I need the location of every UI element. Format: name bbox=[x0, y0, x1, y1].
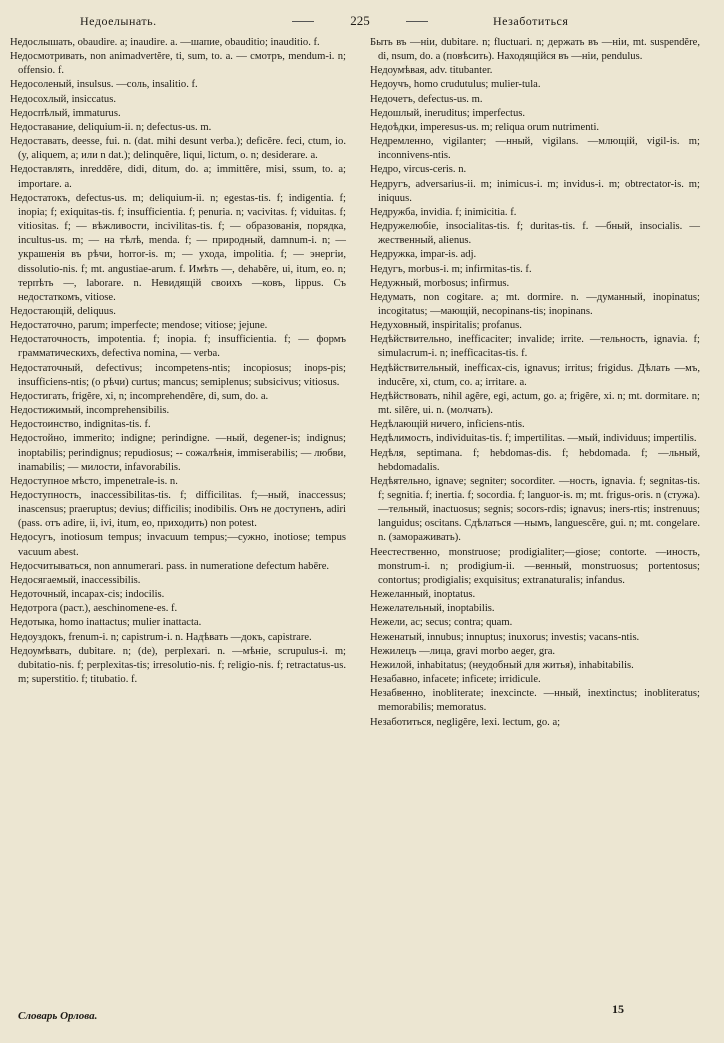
dictionary-entry: Недостатокъ, defectus-us. m; deliquium-ii. n; egestas-tis. f; indigentia. f; inopia; f; exiquitas-tis. f; insufficientia. f; penuria. n; vacivitas. f; viduitas. f; vitiositas. f; — вѣжливости, incivilitas-tis. f; — образованія, порядка, incultus-us. m; — на тѣлѣ, menda. f; — природный, damnum-i. n; — украшенія въ рѣчи, horror-is. m; — ухода, impolitia. f; — энергіи, dissolutio-nis. f; mt. angustiae-arum. f. Имѣть —, dehabĕre, ui, itum, eo. n; терпѣть —, laborare. n. Невидящій своихъ —ковъ, lippus. Съ недостаткомъ, vitiose. bbox=[10, 192, 346, 303]
page-number: 225 bbox=[300, 10, 420, 32]
right-column bbox=[370, 36, 700, 730]
dictionary-entry: Недугъ, morbus-i. m; infirmitas-tis. f. bbox=[370, 263, 532, 275]
dictionary-entry: Недостаточность, impotentia. f; inopia. f; insufficientia. f; — формъ грамматическихъ, defectiva nomina, — verba. bbox=[10, 334, 346, 360]
dictionary-entry: Недуховный, inspiritalis; profanus. bbox=[370, 320, 522, 332]
dictionary-entry: Недосчитываться, non annumerari. pass. in numeratione defectum habēre. bbox=[10, 560, 330, 572]
dictionary-entry: Недоуздокъ, frenum-i. n; capistrum-i. n. Надѣвать —докъ, capistrare. bbox=[10, 631, 312, 643]
dictionary-entry: Недосягаемый, inaccessibilis. bbox=[10, 574, 141, 586]
dictionary-entry: Недремленно, vigilanter; —нный, vigilans. —млющій, vigil-is. m; inconnivens-ntis. bbox=[370, 136, 700, 162]
dictionary-entry: Недостоинство, indignitas-tis. f. bbox=[10, 419, 151, 431]
dictionary-entry: Быть въ —ніи, dubitare. n; fluctuari. n; держать въ —ніи, mt. suspendĕre, di, nsum, do. a (повѣсить). Находящійся въ —ніи, pendulus. bbox=[370, 37, 700, 63]
dictionary-entry: Недостойно, immerito; indigne; perindigne. —ный, degener-is; indignus; inoptabilis; perindignus; repudiosus; -- сожалѣнія, immiserabilis; — любви, inamabilis; — милости, infavorabilis. bbox=[10, 433, 346, 473]
dictionary-entry: Недослышать, obaudire. a; inaudire. a. —шапие, obauditio; inauditio. f. bbox=[10, 37, 320, 48]
dictionary-entry: Недосоленый, insulsus. —соль, insalitio. f. bbox=[10, 79, 198, 91]
dictionary-entry: Недоточный, incapax-cis; indocilis. bbox=[10, 589, 165, 601]
dictionary-entry: Недружелюбіе, insocialitas-tis. f; duritas-tis. f. —бный, insocialis. —жественный, alienus. bbox=[370, 221, 700, 247]
dictionary-entry: Недружка, impar-is. adj. bbox=[370, 249, 477, 261]
dictionary-entry: Незабавно, infacete; inficete; irridicule. bbox=[370, 674, 541, 686]
dictionary-entry: Недоставать, deesse, fui. n. (dat. mihi desunt verba.); deficĕre. feci, ctum, io. (y, aliquem, a; или n dat.); delinquĕre, liqui, lictum, o. n; desiderare. a. bbox=[10, 136, 346, 162]
left-column bbox=[10, 36, 346, 687]
dictionary-entry: Недругъ, adversarius-ii. m; inimicus-i. m; invidus-i. m; obtrectator-is. m; iniquus. bbox=[370, 178, 700, 204]
dictionary-entry: Недотыка, homo inattactus; mulier inattacta. bbox=[10, 617, 202, 629]
dictionary-entry: Недостигать, frigĕre, xi, n; incomprehendĕre, di, sum, do. a. bbox=[10, 390, 269, 402]
dictionary-entry: Недошлый, ineruditus; imperfectus. bbox=[370, 107, 526, 119]
dictionary-entry: Недостаточно, parum; imperfecte; mendose; vitiose; jejune. bbox=[10, 320, 268, 332]
dictionary-entry: Недоспѣлый, immaturus. bbox=[10, 107, 121, 119]
dictionary-entry: Недѣйствовать, nihil agĕre, egi, actum, go. a; frigĕre, xi. n; mt. dormitare. n; mt. silĕre, ui. n. (молчать). bbox=[370, 390, 700, 417]
dictionary-entry: Недочетъ, defectus-us. m. bbox=[370, 93, 483, 105]
dictionary-entry: Недоступность, inaccessibilitas-tis. f; difficilitas. f;—ный, inaccessus; inascensus; praeruptus; devius; difficilis; inodibilis. Онъ не доступенъ, adiri (pass. отъ adire, ii, ivi, itum, eo, приходить) non potest. bbox=[10, 490, 346, 530]
dictionary-entry: Недѣйствительно, inefficaciter; invalide; irrite. —тельность, ignavia. f; simulacrum-i. n; inefficacitas-tis. f. bbox=[370, 334, 700, 360]
dictionary-entry: Недоумѣвать, dubitare. n; (de), perplexari. n. —мѣніе, scrupulus-i. m; dubitatio-nis. f; perplexitas-tis; irresolutio-nis. f; religio-nis. f; retractatus-us. m; superstitio. f; titubatio. f. bbox=[10, 645, 346, 686]
dictionary-entry: Недосохлый, insiccatus. bbox=[10, 93, 116, 105]
dictionary-entry: Недосугъ, inotiosum tempus; invacuum tempus;—сужно, inotiose; tempus vacuum abest. bbox=[10, 532, 346, 558]
dictionary-entry: Незаботиться, negligĕre, lexi. lectum, go. a; bbox=[370, 716, 561, 728]
dictionary-entry: Недосмотривать, non animadvertĕre, ti, sum, to. a. — смотръ, mendum-i. n; offensio. f. bbox=[10, 51, 346, 77]
dictionary-entry: Нежели, ac; secus; contra; quam. bbox=[370, 617, 513, 629]
dictionary-entry: Нежилой, inhabitatus; (неудобный для житья), inhabitabilis. bbox=[370, 659, 634, 671]
dictionary-entry: Незабвенно, inobliterate; inexcincte. —нный, inextinctus; inobliteratus; memorabilis; memoratus. bbox=[370, 688, 700, 714]
dictionary-entry: Нежилецъ —лица, gravi morbo aeger, gra. bbox=[370, 645, 556, 657]
dictionary-entry: Недружба, invidia. f; inimicitia. f. bbox=[370, 206, 517, 218]
dictionary-entry: Недостающій, deliquus. bbox=[10, 305, 116, 317]
dictionary-entry: Нежелательный, inoptabilis. bbox=[370, 603, 495, 615]
dictionary-entry: Недоступное мѣсто, impenetrale-is. n. bbox=[10, 475, 178, 487]
dictionary-entry: Недужный, morbosus; infirmus. bbox=[370, 277, 510, 289]
dictionary-entry: Недостаточный, defectivus; incompetens-ntis; incopiosus; inops-pis; insufficiens-ntis; (о рѣчи) curtus; mancus; semiplenus; subsicivus; vitiosus. bbox=[10, 362, 346, 388]
dictionary-entry: Недѣля, septimana. f; hebdomas-dis. f; hebdomada. f; —льный, hebdomadalis. bbox=[370, 447, 700, 473]
running-head-left: Недоелынать. bbox=[80, 14, 157, 28]
dictionary-entry: Недѣйствительный, inefficax-cis, ignavus; irritus; frigidus. Дѣлать —мъ, inducĕre, xi, ctum, co. a; irritare. a. bbox=[370, 362, 700, 388]
signature-footer: Словарь Орлова. bbox=[18, 1010, 98, 1022]
dictionary-entry: Неестественно, monstruose; prodigialiter;—giose; contorte. —иность, monstrum-i. n; prodigium-ii. —венный, monstruosus; portentosus; contortus; prodigialis; exquisitus; extranaturalis; infandus. bbox=[370, 546, 700, 586]
dictionary-entry: Неженатый, innubus; innuptus; inuxorus; investis; vacans-ntis. bbox=[370, 631, 640, 643]
dictionary-entry: Недѣлающій ничего, inficiens-ntis. bbox=[370, 419, 525, 431]
running-head-right: Незаботиться bbox=[493, 14, 569, 28]
dictionary-entry: Недоумѣвая, adv. titubanter. bbox=[370, 65, 493, 77]
sheet-number: 15 bbox=[612, 1002, 624, 1016]
dictionary-entry: Недро, vircus-ceris. n. bbox=[370, 164, 467, 176]
dictionary-entry: Недоѣдки, imperesus-us. m; reliqua orum nutrimenti. bbox=[370, 121, 600, 133]
dictionary-entry: Недоставлять, inreddĕre, didi, ditum, do. a; immittĕre, misi, ssum, to. a; importare. a. bbox=[10, 164, 346, 190]
dictionary-entry: Недотрога (раст.), aeschinomene-es. f. bbox=[10, 603, 178, 615]
dictionary-entry: Недѣятельно, ignave; segniter; socorditer. —ность, ignavia. f; segnitas-tis. f; segnitia. f; inertia. f; socordia. f; languor-is. m; mt. frigus-oris. n (стужа). —тельный, inactuosus; segnis; socors-rdis; ignavus; iners-rtis; instrenuus; languidus; oscitans. Сдѣлаться —нымъ, languescĕre, gui. n; mt. congelare. n. (замораживать). bbox=[370, 475, 700, 544]
dictionary-entry: Недоучъ, homo crudutulus; mulier-tula. bbox=[370, 79, 541, 91]
dictionary-entry: Недоставание, deliquium-ii. n; defectus-us. m. bbox=[10, 121, 212, 133]
dictionary-entry: Нежеланный, inoptatus. bbox=[370, 589, 476, 601]
dictionary-entry: Недумать, non cogitare. a; mt. dormire. n. —думанный, inopinatus; incogitatus; —мающій, necopinans-tis; inopinans. bbox=[370, 291, 700, 317]
dictionary-entry: Недѣлимость, individuitas-tis. f; impertilitas. —мый, individuus; impertilis. bbox=[370, 433, 697, 445]
dictionary-entry: Недостижимый, incomprehensibilis. bbox=[10, 405, 170, 417]
